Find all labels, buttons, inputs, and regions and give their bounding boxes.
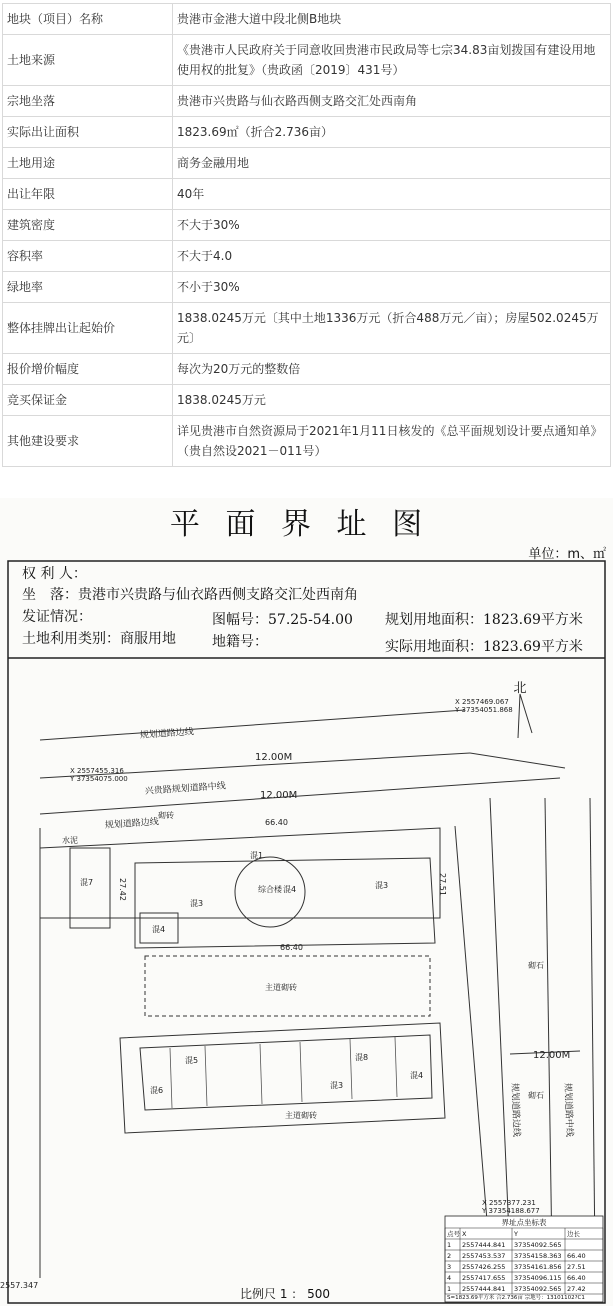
info-value: 1838.0245万元 [173, 385, 611, 416]
info-key: 实际出让面积 [3, 117, 173, 148]
info-row [3, 86, 611, 117]
road-edge-1: 规划道路边线 [139, 727, 195, 741]
coord-table-cell: 2557426.255 [462, 1263, 506, 1271]
lbl-hun8: 混8 [355, 1053, 369, 1062]
info-row [3, 416, 611, 467]
actual-area: 实际用地面积：1823.69平方米 [385, 639, 583, 655]
info-key: 地块（项目）名称 [3, 4, 173, 35]
plan-title: 平 面 界 址 图 [169, 507, 431, 542]
lbl-zonghe: 综合楼 [258, 885, 282, 894]
owner-label: 权 利 人： [22, 566, 87, 582]
coord-table-cell: 27.51 [567, 1263, 586, 1271]
info-key: 土地用途 [3, 148, 173, 179]
dim-left: 27.42 [118, 878, 127, 901]
info-row [3, 117, 611, 148]
coord-table-cell: 37354092.565 [514, 1241, 562, 1249]
coord-table-cell: 37354096.115 [514, 1274, 562, 1282]
cadastral-label: 地籍号： [212, 634, 268, 650]
info-row [3, 210, 611, 241]
coord-table-cell: 37354092.565 [514, 1285, 562, 1293]
info-value: 40年 [173, 179, 611, 210]
info-row [3, 303, 611, 354]
lbl-qishi: 砌石 [528, 961, 544, 970]
info-value: 不小于30% [173, 272, 611, 303]
coord-table-cell: 1 [447, 1241, 452, 1249]
land-info-table [2, 3, 611, 467]
info-key: 竞买保证金 [3, 385, 173, 416]
dim-bottom: 66.40 [280, 943, 303, 952]
lbl-hun5: 混5 [185, 1056, 199, 1065]
coord-table-cell: 66.40 [567, 1274, 586, 1282]
info-value: 不大于4.0 [173, 241, 611, 272]
lbl-hun6: 混6 [150, 1086, 164, 1095]
lbl-qizhuan: 砌砖 [158, 811, 174, 820]
plan-drawing [0, 498, 613, 1306]
lbl-zhudao-2: 主道砌砖 [285, 1111, 317, 1120]
lbl-hunsi-2: 混4 [152, 925, 166, 934]
info-value: 每次为20万元的整数倍 [173, 354, 611, 385]
coord-table-cell: 2 [447, 1252, 452, 1260]
coord-table-cell: 2557453.537 [462, 1252, 506, 1260]
road-edge-2: 规划道路边线 [104, 817, 160, 831]
lbl-hun7: 混7 [80, 878, 94, 887]
info-key: 其他建设要求 [3, 416, 173, 467]
info-key: 建筑密度 [3, 210, 173, 241]
coord-table [445, 1216, 603, 1302]
info-value: 1838.0245万元〔其中土地1336万元（折合488万元／亩）；房屋502.0245万元〕 [173, 303, 611, 354]
info-row [3, 354, 611, 385]
coord-table-cell: 2557444.841 [462, 1285, 506, 1293]
info-value: 1823.69㎡（折合2.736亩） [173, 117, 611, 148]
coord-b-y: Y 37354075.000 [70, 775, 128, 783]
info-value: 贵港市金港大道中段北侧B地块 [173, 4, 611, 35]
lbl-hunsan-1: 混3 [190, 899, 204, 908]
vroad-edge-label: 规划道路边线 [509, 1082, 521, 1138]
scale-label: 比例尺 1 ： 500 [240, 1287, 330, 1301]
coord-table-cell: 37354161.856 [514, 1263, 562, 1271]
lbl-hunsan-2: 混3 [375, 881, 389, 890]
width-2: 12.00M [260, 790, 298, 801]
coord-table-cell: 37354158.363 [514, 1252, 562, 1260]
coord-c-y: Y 37354188.677 [482, 1207, 540, 1215]
coord-table-cell: 2557444.841 [462, 1241, 506, 1249]
lbl-hunsi-1: 混4 [283, 885, 297, 894]
dim-right: 27.51 [438, 873, 447, 896]
info-row [3, 148, 611, 179]
info-value: 详见贵港市自然资源局于2021年1月11日核发的《总平面规划设计要点通知单》（贵自然设2021－011号） [173, 416, 611, 467]
info-key: 整体挂牌出让起始价 [3, 303, 173, 354]
coord-table-cell: 66.40 [567, 1252, 586, 1260]
info-key: 出让年限 [3, 179, 173, 210]
info-row [3, 272, 611, 303]
coord-table-header: Y [514, 1230, 518, 1238]
cert-label: 发证情况： [22, 609, 92, 625]
width-3: 12.00M [533, 1050, 571, 1061]
lbl-shuini: 水泥 [62, 836, 78, 845]
info-row [3, 35, 611, 86]
coord-table-cell: 3 [447, 1263, 452, 1271]
coord-b-x: X 2557455.316 [70, 767, 124, 775]
info-row [3, 4, 611, 35]
coord-table-header: 边长 [567, 1230, 580, 1238]
coord-table-header: 点号 [447, 1230, 460, 1238]
info-key: 宗地坐落 [3, 86, 173, 117]
info-value: 贵港市兴贵路与仙衣路西侧支路交汇处西南角 [173, 86, 611, 117]
info-row [3, 385, 611, 416]
lbl-hun1: 混1 [250, 851, 264, 860]
vroad-center-label: 规划道路中线 [562, 1082, 574, 1138]
info-row [3, 179, 611, 210]
sheet-number: 图幅号：57.25-54.00 [212, 612, 353, 628]
coord-table-title: 界址点坐标表 [501, 1218, 547, 1227]
north-label: 北 [513, 681, 527, 696]
info-value: 不大于30% [173, 210, 611, 241]
planned-area: 规划用地面积：1823.69平方米 [385, 612, 583, 628]
lbl-zhudao: 主道砌砖 [265, 983, 297, 992]
info-key: 报价增价幅度 [3, 354, 173, 385]
coord-table-footer: S=1823.69平方米 合2.736亩 宗地号：13101102?C1 [447, 1295, 585, 1301]
dim-top: 66.40 [265, 818, 288, 827]
coord-left: 2557.347 [0, 1281, 39, 1290]
info-value: 商务金融用地 [173, 148, 611, 179]
coord-a-y: Y 37354051.868 [455, 706, 513, 714]
coord-c-x: X 2557377.231 [482, 1199, 536, 1207]
info-key: 土地来源 [3, 35, 173, 86]
width-1: 12.00M [255, 752, 293, 763]
coord-table-cell: 27.42 [567, 1285, 586, 1293]
info-row [3, 241, 611, 272]
coord-table-cell: 4 [447, 1274, 452, 1282]
lbl-hun4: 混4 [410, 1071, 424, 1080]
info-key: 绿地率 [3, 272, 173, 303]
info-key: 容积率 [3, 241, 173, 272]
lbl-hun3: 混3 [330, 1081, 344, 1090]
coord-table-cell: 1 [447, 1285, 452, 1293]
info-value: 《贵港市人民政府关于同意收回贵港市民政局等七宗34.83亩划拨国有建设用地使用权的批复》（贵政函〔2019〕431号） [173, 35, 611, 86]
unit-label: 单位：m、㎡ [528, 547, 606, 562]
lbl-qishi-2: 砌石 [528, 1091, 544, 1100]
coord-a-x: X 2557469.067 [455, 698, 509, 706]
coord-table-header: X [462, 1230, 467, 1238]
landuse-label: 土地利用类别：商服用地 [22, 631, 176, 647]
location-label: 坐 落：贵港市兴贵路与仙衣路西侧支路交汇处西南角 [22, 587, 358, 603]
coord-table-cell: 2557417.655 [462, 1274, 506, 1282]
cadastral-plan-map [0, 498, 613, 1306]
road-center-label: 兴贵路规划道路中线 [144, 781, 227, 797]
